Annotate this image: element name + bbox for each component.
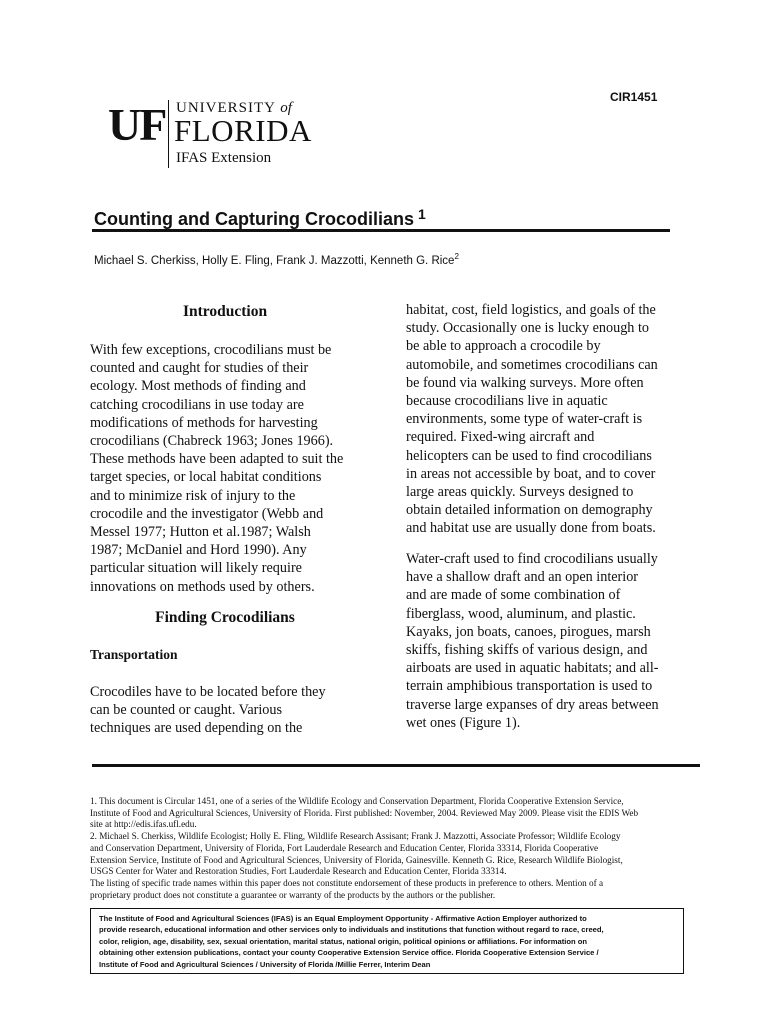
text-line: Kayaks, jon boats, canoes, pirogues, marsh — [406, 623, 651, 640]
text-line: Crocodiles have to be located before they — [90, 684, 326, 700]
text-line: fiberglass, wood, aluminum, and plastic. — [406, 605, 636, 622]
uf-ifas-logo — [108, 98, 318, 178]
notice-line: Institute of Food and Agricultural Sciences / University of Florida /Millie Ferrer, Interim Dean — [99, 959, 431, 969]
text-line: particular situation will likely require — [90, 560, 302, 577]
text-line: and to minimize risk of injury to the — [90, 487, 296, 504]
text-line: can be counted or caught. Various — [90, 702, 282, 719]
footnote-line: proprietary product does not constitute a guarantee or warranty of the products by the authors or the publisher. — [90, 889, 496, 900]
logo-ifas-extension: IFAS Extension — [176, 150, 272, 166]
text-line: modifications of methods for harvesting — [90, 414, 318, 431]
text-line: skiffs, fishing skiffs of various design, and — [406, 642, 648, 659]
document-title: Counting and Capturing Crocodilians $^1$ — [94, 206, 426, 229]
text-line: crocodilians (Chabreck 1963; Jones 1966). — [90, 433, 334, 450]
text-line: counted and caught for studies of their — [90, 360, 309, 377]
text-line: airboats are used in aquatic habitats; and all- — [406, 660, 659, 677]
footnote-rule — [92, 764, 700, 767]
text-line: have a shallow draft and an open interior — [406, 569, 639, 586]
text-line: be able to approach a crocodile by — [406, 338, 601, 355]
text-line: These methods have been adapted to suit the — [90, 451, 344, 468]
notice-line: obtaining other extension publications, contact your county Cooperative Extension Service office. Florida Cooperative Extension Service / — [99, 948, 599, 958]
logo-florida: FLORIDA — [174, 113, 312, 148]
text-line: Messel 1977; Hutton et al.1987; Walsh — [90, 524, 311, 541]
notice-line: The Institute of Food and Agricultural Sciences (IFAS) is an Equal Employment Opportunity - Affirmative Action Employer authorized to — [99, 914, 587, 923]
text-line: catching crocodilians in use today are — [90, 396, 304, 413]
text-line: be found via walking surveys. More often — [406, 374, 644, 391]
footnote-line: 2. Michael S. Cherkiss, Wildlife Ecologist; Holly E. Fling, Wildlife Research Assisant; Frank J. Mazzotti, Associate Professor; Wildlife Ecology — [90, 831, 621, 842]
footnote-line: Extension Service, Institute of Food and Agricultural Sciences, University of Florida, Gainesville. Kenneth G. Rice, Research Wildlife Biologist, — [90, 854, 623, 865]
text-line: techniques are used depending on the — [90, 720, 303, 737]
equal-opportunity-notice — [90, 908, 684, 974]
text-line: habitat, cost, field logistics, and goals of the — [406, 302, 656, 318]
text-line: helicopters can be used to find crocodilians — [406, 447, 652, 464]
text-line: because crocodilians live in aquatic — [406, 393, 608, 410]
text-line: traverse large expanses of dry areas between — [406, 696, 659, 713]
text-line: required. Fixed-wing aircraft and — [406, 429, 595, 446]
authors-line: Michael S. Cherkiss, Holly E. Fling, Frank J. Mazzotti, Kenneth G. Rice$^2$ — [94, 252, 459, 267]
transportation-paragraph — [90, 683, 380, 738]
document-id: CIR1451 — [610, 90, 658, 104]
logo-uf-mark: UF — [108, 99, 166, 150]
text-line: Water-craft used to find crocodilians usually — [406, 551, 658, 567]
authors-footnote-marker: 2 — [454, 252, 459, 261]
column2-paragraph-1 — [406, 301, 696, 538]
footnotes — [90, 796, 690, 901]
footnote-line: site at http://edis.ifas.ufl.edu. — [90, 819, 197, 830]
title-footnote-marker: 1 — [417, 206, 426, 222]
notice-line: color, religion, age, disability, sex, sexual orientation, marital status, national origin, political opinions or affiliations. For information on — [99, 936, 588, 946]
finding-crocodilians-heading: Finding Crocodilians — [155, 609, 295, 626]
introduction-heading: Introduction — [182, 303, 268, 320]
text-line: 1987; McDaniel and Hord 1990). Any — [90, 542, 307, 559]
text-line: wet ones (Figure 1). — [406, 714, 521, 731]
text-line: automobile, and sometimes crocodilians can — [406, 356, 658, 373]
text-line: and habitat use are usually done from boats. — [406, 520, 656, 537]
text-line: large areas quickly. Surveys designed to — [406, 484, 634, 501]
footnote-line: and Conservation Department, University of Florida, Fort Lauderdale Research and Education Center, Florida 33314, Florida Cooperative — [90, 842, 599, 853]
footnote-line: Institute of Food and Agricultural Sciences, University of Florida. First published: November, 2004. Reviewed May 2009. Please visit the EDIS Web — [90, 807, 639, 818]
text-line: innovations on methods used by others. — [90, 578, 315, 595]
title-rule — [92, 229, 670, 232]
logo-divider — [168, 100, 169, 168]
text-line: in areas not accessible by boat, and to cover — [406, 465, 656, 482]
text-line: crocodile and the investigator (Webb and — [90, 505, 324, 522]
footnote-line: 1. This document is Circular 1451, one of a series of the Wildlife Ecology and Conservation Department, Florida Cooperative Extension Service, — [90, 796, 624, 806]
text-line: ecology. Most methods of finding and — [90, 378, 306, 395]
text-line: obtain detailed information on demography — [406, 502, 653, 519]
text-line: With few exceptions, crocodilians must be — [90, 342, 332, 358]
text-line: terrain amphibious transportation is used to — [406, 678, 653, 695]
transportation-subheading: Transportation — [90, 647, 178, 662]
footnote-line: USGS Center for Water and Restoration Studies, Fort Lauderdale Research and Education Center, Florida 33314. — [90, 866, 507, 877]
column2-paragraph-2 — [406, 550, 696, 732]
text-line: target species, or local habitat conditions — [90, 469, 322, 486]
text-line: environments, some type of water-craft is — [406, 411, 643, 428]
notice-line: provide research, educational information and other services only to individuals and institutions that function without regard to race, creed, — [99, 925, 604, 935]
introduction-paragraph — [90, 341, 380, 596]
footnote-line: The listing of specific trade names within this paper does not constitute endorsement of these products in preference to others. Mention of a — [90, 877, 604, 888]
text-line: study. Occasionally one is lucky enough to — [406, 320, 649, 337]
logo-university: UNIVERSITY of — [176, 100, 292, 116]
text-line: and are made of some combination of — [406, 587, 621, 604]
